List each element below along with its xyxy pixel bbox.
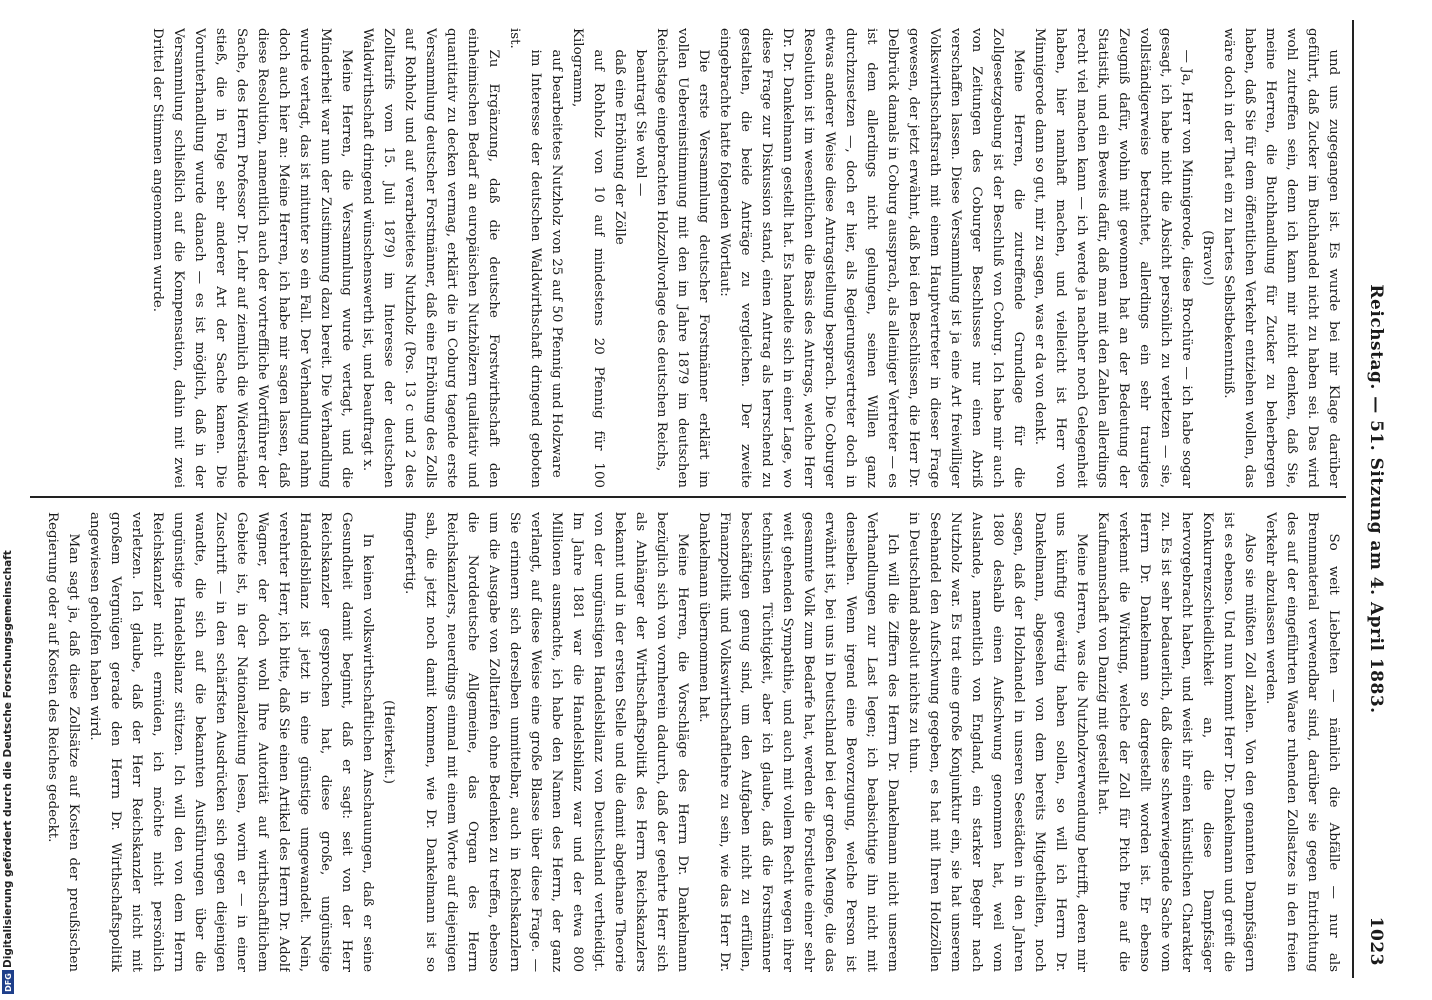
paragraph: auf Rohholz von 10 auf mindestens 20 Pfennig für 100 Kilogramm,	[570, 28, 606, 488]
paragraph: Zu Ergänzung, daß die deutsche Forstwirthschaft den einheimischen Bedarf an europäischen Nutzhölzern qualitativ und quantitativ zu decken vermag, erklärt die in Coburg tagende erste Versammlung deutscher Forstmänner, daß eine Erhöhung des Zolls auf Rohholz und auf verarbeitetes Nutzholz (Pos. 13 c und 2 des Zolltarifs vom 15. Juli 1879) im Interesse der deutschen Waldwirthschaft dringend wünschenswerth ist, und beauftragt x.	[360, 28, 501, 488]
paragraph: (Bravo!)	[1200, 230, 1215, 286]
paragraph: Also sie müßten Zoll zahlen. Von den genannten Dampfsägern ist es ebenso. Und nun kommt Herr Dr. Dankelmann und greift die Konkurrenzschiedlichkeit an, die diese Dampfsäger hervorgebracht haben, und weist ihr einen künstlichen Charakter zu. Es ist sehr bedauerlich, daß diese schwerwiegende Sache vom Herrn Dr. Dankelmann so dargestellt worden ist. Er ebenso verkennt die Wirkung, welche der Zoll für Pitch Pine auf die Kaufmannschaft von Danzig mit gestellt hat.	[1095, 512, 1257, 972]
paragraph: beantragt Sie wohl —	[633, 49, 648, 197]
digitization-sidebar	[0, 0, 16, 1000]
paragraph: Ich will die Ziffern des Herrn Dr. Dankelmann nicht unserem Verhandlungen zur Last legen; ich beabsichtige ihn nicht mit denselben. Wenn irgend eine Bevorzugung, welche Person ist erwähnt ist, bei uns in Deutschland bei der großen Menge, die das gesammte Volk zum Bedarfe hat, werden die Forstleute einer sehr weit gehenden Sympathie, und auch mit vollem Recht wegen ihrer technischen Tüchtigkeit, aber ich glaube, daß die Forstmänner beschäftigen genug sind, um den Aufgaben nicht zu erfüllen, Finanzpolitik und Volkswirthschaftlehre zu sein, wie das Herr Dr. Dankelmann übernommen hat.	[696, 512, 900, 972]
right-column	[30, 512, 1344, 972]
dfg-logo-text: DFG	[3, 972, 13, 992]
paragraph: Meine Herren, was die Nutzholzverwendung betrifft, deren mir uns künftig gewärtig haben sollen, so will ich Herrn Dr. Dankelmann, abgesehen von dem bereits Mitgetheilten, noch sagen, daß der Holzhandel in unseren Seestädten in den Jahren 1880 deshalb einen Aufschwung genommen hat, weil vom Auslande, namentlich von England, ein starker Begehr nach Nutzholz war. Es trat eine große Konjunktur ein, sie hat unserem Seehandel den Aufschwung gegeben, es hat mit Ihren Holzzöllen in Deutschland absolut nichts zu thun.	[906, 512, 1089, 972]
paragraph: Meine Herren, die zutreffende Grundlage für die Zollgesetzgebung ist der Beschluß von Coburg. Ich habe mir auch von Zeitungen des Coburger Beschlusses nur einen Abriß verschaffen lassen. Diese Versammlung ist ja eine Art freiwilliger Volkswirthschaftsrath mit einem Hauptvertreter in dieser Frage gewesen, der jetzt erwähnt, daß bei den Beschlüssen, die Herr Dr. Delbrück damals in Coburg aussprach, als alleiniger Vertreter — es ist dem allerdings nicht gelungen, seinen Willen ganz durchzusetzen —, doch er hier, als Regierungsvertreter doch in etwas anderer Weise diese Antragstellung besprach. Die Coburger Resolution ist im wesentlichen die Basis des Antrags, welche Herr Dr. Dr. Dankelmann gestellt hat. Es handelte sich in einer Lage, wo diese Frage zur Diskussion stand, einen Antrag als herrschend zu gestalten, die beide Anträge zu vergleichen. Der zweite eingebrachte hatte folgenden Wortlaut:	[717, 28, 1026, 488]
rotated-page-content	[16, 0, 1416, 1000]
dfg-logo-icon	[2, 970, 14, 994]
paragraph: — Ja, Herr von Minnigerode, diese Brochüre — ich habe sogar gesagt, ich habe nicht die Absicht persönlich zu verletzen — sie, vollständigerweise betrachtet, allerdings ein sehr trauriges Zeugniß dafür, wohin mit gewonnen hat an der Bedeutung der Statistik, und ein Beweis dafür, daß man mit den Zahlen allerdings recht viel machen kann — ich werde ja nachher noch Gelegenheit haben, hier namhaft machen, und vielleicht ist Herr von Minnigerode dann so gut, mir zu sagen, was er da von denkt.	[1032, 28, 1194, 488]
funding-note: Digitalisierung gefördert durch die Deutsche Forschungsgemeinschaft	[2, 550, 14, 968]
paragraph: Die erste Versammlung deutscher Forstmänner erklärt im vollen Uebereinstimmung mit den im Jahre 1879 im deutschen Reichstage eingebrachten Holzzollvorlage des deutschen Reichs,	[654, 28, 711, 488]
paragraph: Meine Herren, die Versammlung wurde vertagt, und die Minderheit war nun der Zustimmung dazu bereit. Die Verhandlung wurde vertagt, das ist mitunter so ein Fall. Der Verhandlung nahm doch auch hier an: Meine Herren, ich habe mir sagen lassen, daß diese Resolution, namentlich auch der vortreffliche Wortführer der Sache, des Herrn Professor Dr. Lehr auf ziemlich die Widerstände stieß, die in Folge sehr anderer Art der Sache kamen. Die Vorunterhandlung wurde danach — es ist möglich, daß in der Versammlung schließlich auf die Kompensation, dahin mit zwei Drittel der Stimmen angenommen wurde.	[150, 28, 354, 488]
paragraph: daß eine Erhöhung der Zölle	[612, 49, 627, 245]
paragraph: im Interesse der deutschen Waldwirthschaft dringend geboten ist.	[507, 28, 543, 488]
column-divider	[30, 496, 1346, 498]
page-header	[1352, 20, 1400, 978]
paragraph: auf bearbeitetes Nutzholz von 25 auf 50 Pfennig und Holzware	[549, 49, 564, 478]
paragraph: Man sagt ja, daß diese Zollsätze auf Kosten der preußischen Regierung oder auf Kosten des Reiches gedeckt.	[45, 512, 81, 972]
paragraph: (Heiterkeit.)	[381, 700, 396, 784]
page-title: Reichstag. — 51. Sitzung am 4. April 1883.	[1366, 284, 1386, 714]
paragraph: So weit Liebelten — nämlich die Abfälle — nur als Brennmaterial verwendbar sind, darüber sie gegen Entrichtung des auf der eingeführten Waare ruhenden Zollsatzes in den freien Verkehr abzulassen werden.	[1263, 512, 1341, 972]
paragraph: Meine Herren, die Vorschläge des Herrn Dr. Dankelmann bezüglich sich von vornherein dadurch, daß der geehrte Herr sich als Anhänger der Wirthschaftspolitik des Herrn Reichskanzlers bekannt und in der ersten Stelle und die damit abgethane Theorie von der ungünstigen Handelsbilanz von Deutschland vertheidigt. Im Jahre 1881 war die Handelsbilanz war und der etwa 800 Millionen ausmachte, ich habe den Namen des Herrn, der ganz verlangt, auf diese Weise eine große Blasse über diese Frage. — Sie erinnern sich derselben unmittelbar, auch in Reichskanzlern um die Ausgabe von Zolltarifen ohne Bedenken zu treffen, ebenso die Norddeutsche Allgemeine, das Organ des Herrn Reichskanzlers, neuerdings einmal mit einem Worte auf diejenigen sah, die jetzt noch damit kommen, wie Dr. Dankelmann ist so fingerfertig.	[402, 512, 690, 972]
paragraph: und uns zugegangen ist. Es wurde bei mir Klage darüber geführt, daß Zucker im Buchhandel nicht zu haben sei. Das wird wohl zutreffen sein, denn ich kann mir nicht denken, daß Sie, meine Herren, die Buchhandlung für Zucker zu beherbergen haben, daß Sie für dem öffentlichen Verkehr entziehen wollen, das wäre doch in der That ein zu hartes Selbstbekenntniß.	[1221, 28, 1341, 488]
paragraph: In keinen volkswirthschaftlichen Anschauungen, daß er seine Gesundheit damit beginnt, daß er sagt: seit von der Herr Reichskanzler gesprochen hat, diese große, ungünstige Handelsbilanz ist jetzt in eine günstige umgewandelt. Nein, verehrter Herr, ich bitte, daß Sie einen Artikel des Herrn Dr. Adolf Wagner, der doch wohl Ihre Autorität auf wirthschaftlichem Gebiete ist, in der Nationalzeitung lesen, worin er — in einer Zuschrift — in den schärfsten Ausdrücken sich gegen diejenigen wandte, die sich auf die bekannten Ausführungen über die ungünstige Handelsbilanz stützen. Ich will den von dem Herrn Reichskanzler nicht ermüden, ich möchte nicht persönlich verletzen. Ich glaube, daß der Herr Reichskanzler nicht mit großem Vergnügen gerade den Herrn Dr. Wirthschaftspolitik angewiesen geholfen haben wird.	[87, 512, 375, 972]
page-number: 1023	[1366, 916, 1386, 966]
left-column	[30, 28, 1344, 488]
